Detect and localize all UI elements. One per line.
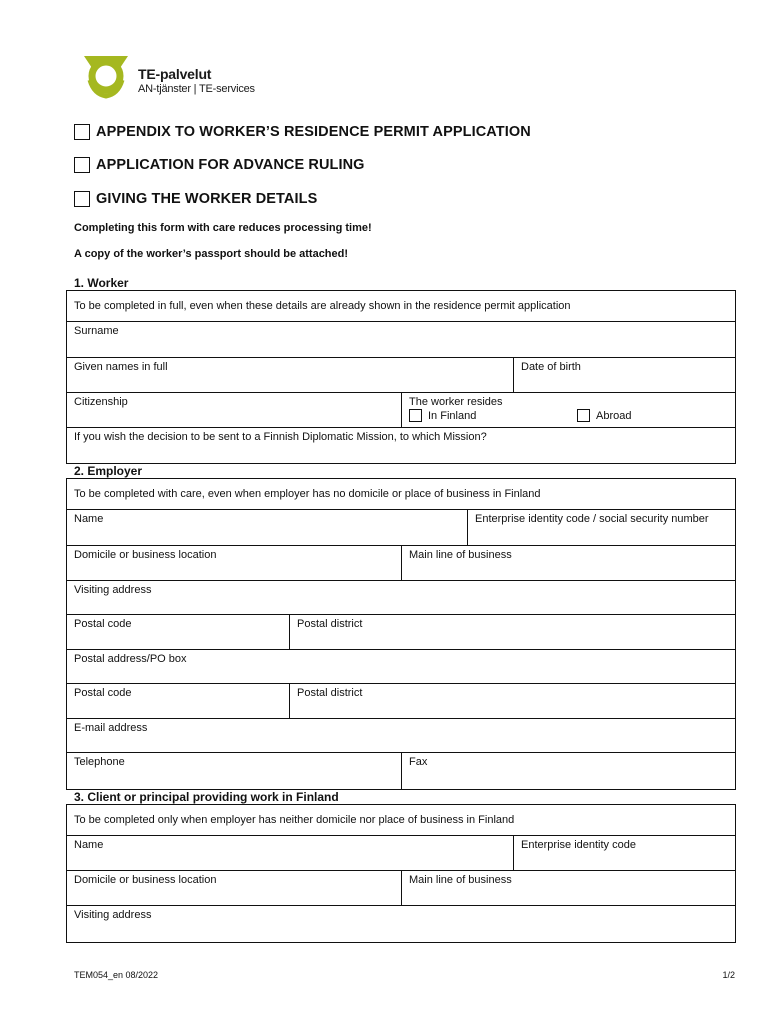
employer-domicile-label: Domicile or business location <box>74 549 217 561</box>
date-of-birth-label: Date of birth <box>521 361 581 373</box>
option-label: APPENDIX TO WORKER’S RESIDENCE PERMIT APPLICATION <box>96 124 531 140</box>
date-of-birth-field[interactable] <box>513 358 735 393</box>
email-label: E-mail address <box>74 722 148 734</box>
section-client-title: 3. Client or principal providing work in Finland <box>74 790 339 804</box>
passport-note: A copy of the worker’s passport should be attached! <box>74 248 349 260</box>
section-worker-title: 1. Worker <box>74 276 129 290</box>
employer-section <box>66 478 736 790</box>
advance-ruling-checkbox[interactable] <box>74 157 90 173</box>
client-visiting-address-label: Visiting address <box>74 909 152 921</box>
given-names-label: Given names in full <box>74 361 168 373</box>
surname-field[interactable] <box>67 321 735 358</box>
postal-code-label: Postal code <box>74 687 132 699</box>
employer-domicile-field[interactable] <box>67 546 401 581</box>
care-note: Completing this form with care reduces processing time! <box>74 222 372 234</box>
employer-instruction-row <box>67 479 735 509</box>
telephone-field[interactable] <box>67 753 401 789</box>
option-label: GIVING THE WORKER DETAILS <box>96 191 318 207</box>
employer-main-line-label: Main line of business <box>409 549 512 561</box>
employer-instruction: To be completed with care, even when employer has no domicile or place of business in Finland <box>74 488 541 500</box>
postal-code-label: Postal code <box>74 618 132 630</box>
employer-name-label: Name <box>74 513 104 525</box>
worker-instruction: To be completed in full, even when these details are already shown in the residence permit application <box>74 300 571 312</box>
postal-code-field-2[interactable] <box>67 684 289 719</box>
giving-details-checkbox[interactable] <box>74 191 90 207</box>
client-main-line-field[interactable] <box>401 871 735 906</box>
client-domicile-row <box>67 870 735 906</box>
te-services-logo <box>80 50 260 100</box>
client-instruction-row <box>67 805 735 835</box>
postal-district-field-1[interactable] <box>289 615 735 650</box>
visiting-address-label: Visiting address <box>74 584 152 596</box>
option-advance-ruling[interactable] <box>74 155 365 175</box>
employer-enterprise-id-label: Enterprise identity code / social security number <box>475 513 709 525</box>
in-finland-checkbox[interactable] <box>409 409 422 422</box>
employer-main-line-field[interactable] <box>401 546 735 581</box>
resides-cell <box>401 393 735 428</box>
client-visiting-address-field[interactable] <box>67 905 735 942</box>
resides-label: The worker resides <box>409 396 503 408</box>
abroad-option[interactable] <box>577 409 631 422</box>
in-finland-label: In Finland <box>428 409 477 422</box>
postal-address-label: Postal address/PO box <box>74 653 187 665</box>
in-finland-option[interactable] <box>409 409 476 422</box>
option-giving-details[interactable] <box>74 189 317 209</box>
employer-name-field[interactable] <box>67 510 467 546</box>
appendix-checkbox[interactable] <box>74 124 90 140</box>
postal-code-field-1[interactable] <box>67 615 289 650</box>
fax-field[interactable] <box>401 753 735 789</box>
client-domicile-field[interactable] <box>67 871 401 906</box>
telephone-label: Telephone <box>74 756 125 768</box>
employer-name-row <box>67 509 735 546</box>
client-name-label: Name <box>74 839 104 851</box>
client-enterprise-id-field[interactable] <box>513 836 735 871</box>
worker-instruction-row <box>67 291 735 321</box>
postal-address-field[interactable] <box>67 649 735 684</box>
te-logo-icon <box>80 50 132 100</box>
citizenship-label: Citizenship <box>74 396 128 408</box>
postal-district-label: Postal district <box>297 618 363 630</box>
mission-field[interactable] <box>67 427 735 463</box>
client-name-field[interactable] <box>67 836 513 871</box>
client-name-row <box>67 835 735 871</box>
employer-domicile-row <box>67 545 735 581</box>
employer-postal-row-1 <box>67 614 735 650</box>
given-names-row <box>67 357 735 393</box>
option-label: APPLICATION FOR ADVANCE RULING <box>96 157 365 173</box>
abroad-label: Abroad <box>596 409 632 422</box>
employer-postal-row-2 <box>67 683 735 719</box>
section-employer-title: 2. Employer <box>74 464 143 478</box>
form-code: TEM054_en 08/2022 <box>74 970 159 980</box>
logo-subtitle: AN-tjänster | TE-services <box>138 83 255 95</box>
logo-name: TE-palvelut <box>138 66 212 82</box>
client-domicile-label: Domicile or business location <box>74 874 217 886</box>
surname-label: Surname <box>74 325 119 337</box>
postal-district-label: Postal district <box>297 687 363 699</box>
employer-enterprise-id-field[interactable] <box>467 510 735 546</box>
fax-label: Fax <box>409 756 428 768</box>
option-appendix[interactable] <box>74 122 531 142</box>
client-enterprise-id-label: Enterprise identity code <box>521 839 636 851</box>
employer-phone-row <box>67 752 735 789</box>
client-instruction: To be completed only when employer has neither domicile nor place of business in Finland <box>74 814 515 826</box>
employer-visiting-address-field[interactable] <box>67 580 735 615</box>
postal-district-field-2[interactable] <box>289 684 735 719</box>
citizenship-row <box>67 392 735 428</box>
client-main-line-label: Main line of business <box>409 874 512 886</box>
citizenship-field[interactable] <box>67 393 401 428</box>
email-field[interactable] <box>67 718 735 753</box>
mission-label: If you wish the decision to be sent to a Finnish Diplomatic Mission, to which Mission? <box>74 431 487 443</box>
given-names-field[interactable] <box>67 358 513 393</box>
worker-section <box>66 290 736 464</box>
client-section <box>66 804 736 943</box>
abroad-checkbox[interactable] <box>577 409 590 422</box>
page-number: 1/2 <box>722 970 735 980</box>
